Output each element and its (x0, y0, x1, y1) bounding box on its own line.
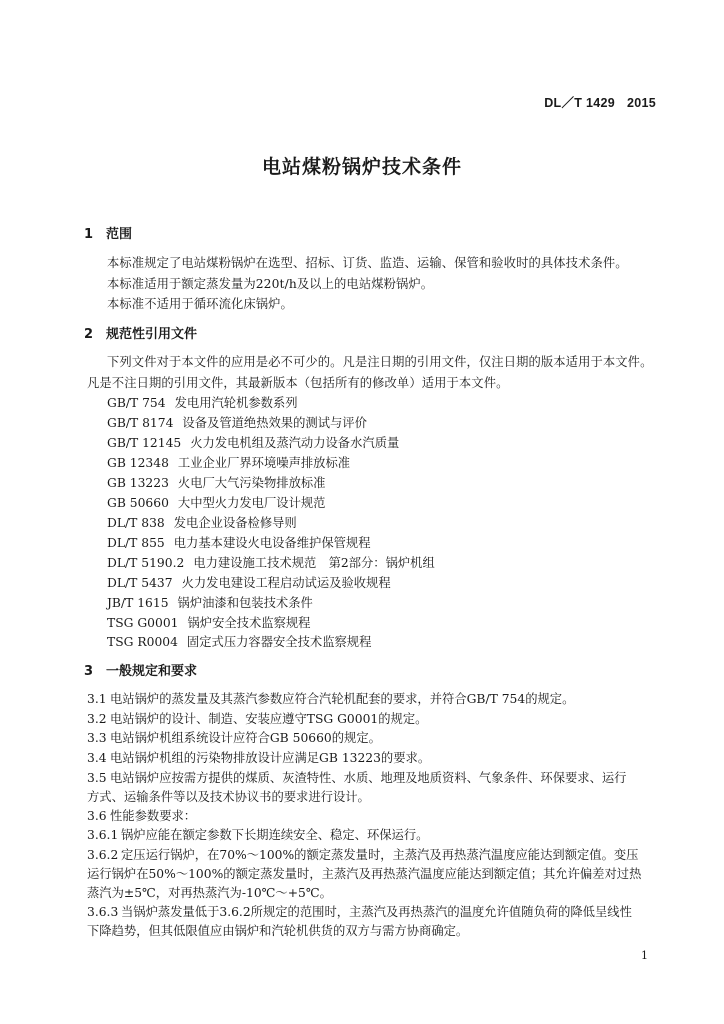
clause-3-6-3-cont: 下降趋势，但其低限值应由锅炉和汽轮机供货的双方与需方协商确定。 (87, 924, 469, 938)
clause-3-6-2-cont: 运行锅炉在50%～100%的额定蒸发量时，主蒸汽及再热蒸汽温度应能达到额定值；其允许偏差对过热 (87, 867, 642, 881)
standard-year: 2015 (626, 96, 656, 110)
ref-item: JB/T 1615 锅炉油漆和包装技术条件 (107, 596, 313, 610)
sec1-para-1: 本标准规定了电站煤粉锅炉在选型、招标、订货、监造、运输、保管和验收时的具体技术条件。 (107, 256, 628, 270)
clause-3-6-2-cont2: 蒸汽为±5℃，对再热蒸汽为-10℃～+5℃。 (87, 886, 332, 900)
sec2-intro-2: 凡是不注日期的引用文件，其最新版本（包括所有的修改单）适用于本文件。 (87, 376, 509, 390)
clause-3-4: 3.4 电站锅炉机组的污染物排放设计应满足GB 13223的要求。 (87, 751, 431, 765)
sec1-para-3: 本标准不适用于循环流化床锅炉。 (107, 297, 293, 311)
clause-3-6-2: 3.6.2 定压运行锅炉，在70%～100%的额定蒸发量时，主蒸汽及再热蒸汽温度应能达到额定值。变压 (87, 848, 639, 862)
section-3-heading: 3 一般规定和要求 (84, 664, 198, 679)
clause-3-5-cont: 方式、运输条件等以及技术协议书的要求进行设计。 (87, 790, 370, 804)
section-1-heading: 1 范围 (84, 227, 133, 242)
ref-item: GB 50660 大中型火力发电厂设计规范 (107, 496, 326, 510)
clause-3-1: 3.1 电站锅炉的蒸发量及其蒸汽参数应符合汽轮机配套的要求，并符合GB/T 754的规定。 (87, 692, 575, 706)
ref-item: GB/T 8174 设备及管道绝热效果的测试与评价 (107, 416, 367, 430)
page-number: 1 (641, 949, 648, 962)
section-2-heading: 2 规范性引用文件 (84, 327, 198, 342)
ref-item: GB 12348 工业企业厂界环境噪声排放标准 (107, 456, 351, 470)
doc-title: 电站煤粉锅炉技术条件 (261, 156, 462, 178)
clause-3-2: 3.2 电站锅炉的设计、制造、安装应遵守TSG G0001的规定。 (87, 712, 428, 726)
ref-item: GB/T 12145 火力发电机组及蒸汽动力设备水汽质量 (107, 436, 400, 450)
ref-item: DL/T 5190.2 电力建设施工技术规范 第2部分：锅炉机组 (107, 556, 435, 570)
ref-item: DL/T 5437 火力发电建设工程启动试运及验收规程 (107, 576, 391, 590)
clause-3-6-1: 3.6.1 锅炉应能在额定参数下长期连续安全、稳定、环保运行。 (87, 828, 429, 842)
doc-header (544, 93, 656, 111)
standard-code: DL／T 1429 (544, 96, 615, 110)
ref-item: DL/T 855 电力基本建设火电设备维护保管规程 (107, 536, 371, 550)
sec1-para-2: 本标准适用于额定蒸发量为220t/h及以上的电站煤粉锅炉。 (107, 277, 434, 291)
clause-3-5: 3.5 电站锅炉应按需方提供的煤质、灰渣特性、水质、地理及地质资料、气象条件、环保要求、运行 (87, 771, 627, 785)
sec2-intro-1: 下列文件对于本文件的应用是必不可少的。凡是注日期的引用文件，仅注日期的版本适用于本文件。 (107, 355, 653, 369)
ref-item: TSG G0001 锅炉安全技术监察规程 (107, 616, 311, 630)
clause-3-6-3: 3.6.3 当锅炉蒸发量低于3.6.2所规定的范围时，主蒸汽及再热蒸汽的温度允许值随负荷的降低呈线性 (87, 905, 632, 919)
ref-item: GB 13223 火电厂大气污染物排放标准 (107, 476, 326, 490)
ref-item: TSG R0004 固定式压力容器安全技术监察规程 (107, 635, 372, 649)
ref-item: DL/T 838 发电企业设备检修导则 (107, 516, 297, 530)
clause-3-3: 3.3 电站锅炉机组系统设计应符合GB 50660的规定。 (87, 731, 381, 745)
ref-item: GB/T 754 发电用汽轮机参数系列 (107, 396, 298, 410)
clause-3-6: 3.6 性能参数要求： (87, 809, 197, 823)
